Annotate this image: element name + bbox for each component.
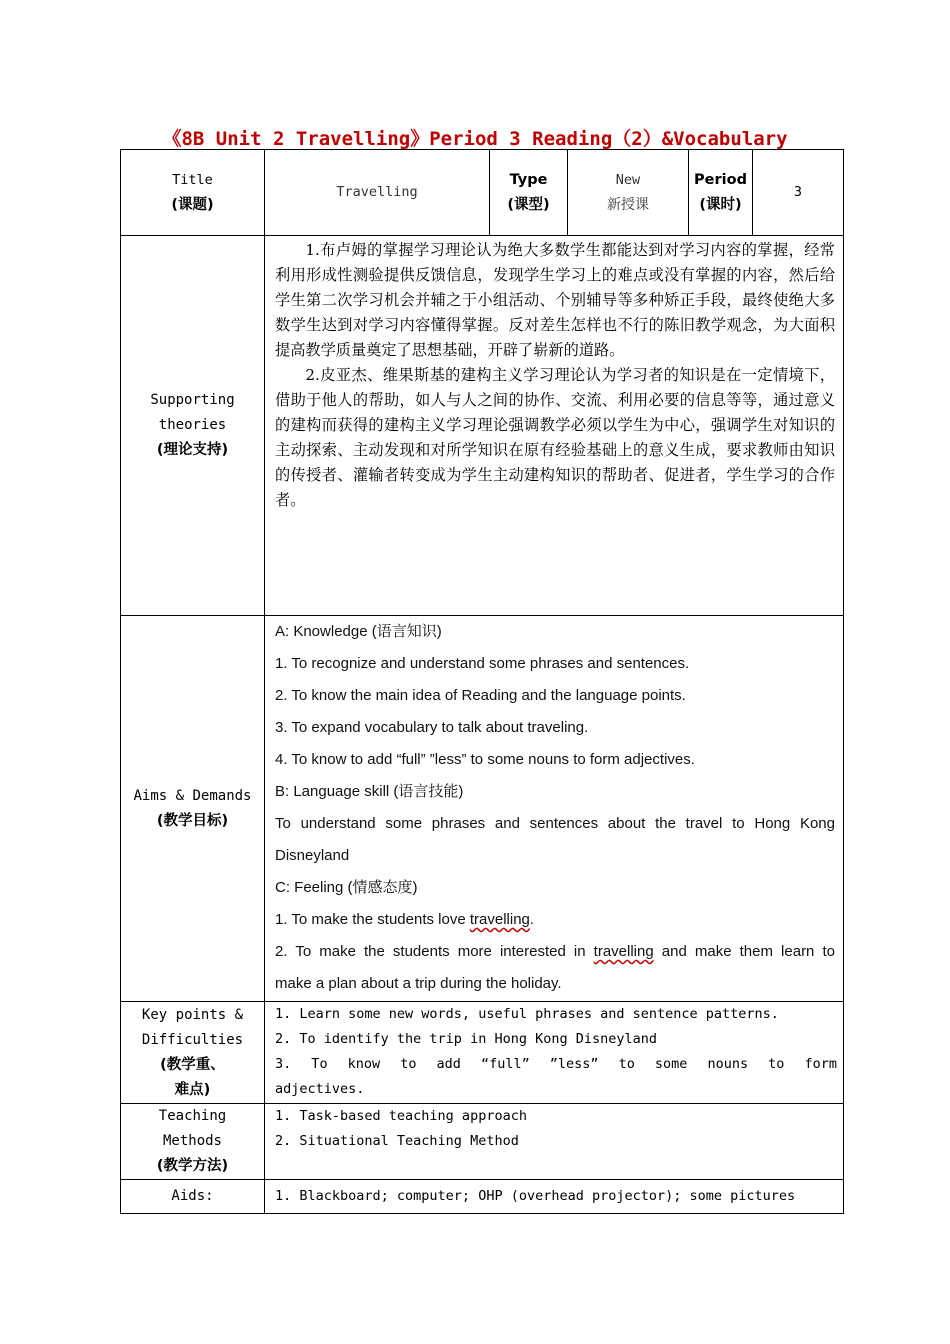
aims-content xyxy=(265,616,844,1002)
skill-line-2: Disneyland xyxy=(275,847,350,864)
period-label-cn: (课时) xyxy=(699,196,742,213)
knowledge-heading: A: Knowledge (语言知识) xyxy=(275,623,442,640)
methods-label-cn: (教学方法) xyxy=(156,1158,229,1174)
keypoints-item-1: 1. Learn some new words, useful phrases and sentence patterns. xyxy=(275,1006,779,1022)
supporting-label-cn: (理论支持) xyxy=(156,442,229,458)
title-label-cn: (课题) xyxy=(171,196,214,213)
period-label: Period xyxy=(694,171,747,188)
keypoints-content xyxy=(265,1002,844,1104)
knowledge-item-1: 1. To recognize and understand some phrases and sentences. xyxy=(275,655,690,672)
skill-heading: B: Language skill (语言技能) xyxy=(275,783,464,800)
keypoints-item-3: 3. To know to add “full” ”less” to some nouns to form xyxy=(275,1056,837,1072)
aims-label: Aims & Demands xyxy=(133,787,252,804)
keypoints-label-cell xyxy=(121,1002,265,1104)
aids-label: Aids: xyxy=(121,1180,265,1214)
type-label: Type xyxy=(509,171,548,188)
skill-line-1: To understand some phrases and sentences about the travel to Hong Kong xyxy=(275,815,835,832)
title-value: Travelling xyxy=(265,150,490,236)
knowledge-item-2: 2. To know the main idea of Reading and the language points. xyxy=(275,687,686,704)
page-title: 《8B Unit 2 Travelling》Period 3 Reading（2）&Vocabulary xyxy=(162,128,788,150)
supporting-label-2: theories xyxy=(158,417,227,433)
aims-label-cell xyxy=(121,616,265,1002)
header-row xyxy=(121,150,844,236)
supporting-content xyxy=(265,236,844,616)
knowledge-item-3: 3. To expand vocabulary to talk about traveling. xyxy=(275,719,589,736)
keypoints-label-cn-2: 难点) xyxy=(174,1081,211,1098)
keypoints-item-2: 2. To identify the trip in Hong Kong Disneyland xyxy=(275,1031,658,1047)
methods-content xyxy=(265,1104,844,1180)
keypoints-label-1: Key points & xyxy=(141,1006,244,1023)
period-value: 3 xyxy=(753,150,844,236)
lesson-plan-table xyxy=(120,149,844,1214)
keypoints-label-cn-1: (教学重、 xyxy=(160,1056,225,1073)
aids-row xyxy=(121,1180,844,1214)
supporting-para-2: 2.皮亚杰、维果斯基的建构主义学习理论认为学习者的知识是在一定情境下，借助于他人的帮助，如人与人之间的协作、交流、利用必要的信息等等，通过意义的建构而获得的建构主义学习理论强调教学必须以学生为中心，强调学生对知识的主动探索、主动发现和对所学知识在原有经验基础上的意义生成，要求教师由知识的传授者、灌输者转变成为学生主动建构知识的帮助者、促进者，学生学习的合作者。 xyxy=(275,366,835,509)
keypoints-item-3-line-2: adjectives. xyxy=(275,1081,365,1097)
type-value-cell xyxy=(568,150,689,236)
methods-label-1: Teaching xyxy=(158,1108,227,1124)
methods-item-1: 1. Task-based teaching approach xyxy=(275,1108,527,1124)
feeling-item-1: 1. To make the students love travelling. xyxy=(275,911,535,928)
supporting-label-cell xyxy=(121,236,265,616)
title-label: Title xyxy=(172,171,213,188)
methods-label-2: Methods xyxy=(162,1133,222,1149)
feeling-item-2: 2. To make the students more interested in travelling and make them learn to xyxy=(275,943,835,960)
type-value-cn: 新授课 xyxy=(607,196,649,213)
type-value: New xyxy=(615,171,641,188)
feeling-item-2-word: travelling xyxy=(593,943,654,960)
knowledge-item-4: 4. To know to add “full” ”less” to some nouns to form adjectives. xyxy=(275,751,695,768)
period-label-cell xyxy=(689,150,753,236)
type-label-cell xyxy=(490,150,568,236)
keypoints-label-2: Difficulties xyxy=(141,1031,244,1048)
feeling-item-1-word: travelling xyxy=(469,911,530,928)
keypoints-row xyxy=(121,1002,844,1104)
methods-label-cell xyxy=(121,1104,265,1180)
aims-row xyxy=(121,616,844,1002)
supporting-label-1: Supporting xyxy=(150,392,235,408)
type-label-cn: (课型) xyxy=(507,196,550,213)
feeling-item-2-line-2: make a plan about a trip during the holiday. xyxy=(275,975,562,992)
aims-label-cn: (教学目标) xyxy=(156,812,229,829)
supporting-para-1: 1.布卢姆的掌握学习理论认为绝大多数学生都能达到对学习内容的掌握，经常利用形成性测验提供反馈信息，发现学生学习上的难点或没有掌握的内容，然后给学生第二次学习机会并辅之于小组活动、个别辅导等多种矫正手段，最终使绝大多数学生达到对学习内容懂得掌握。反对差生怎样也不行的陈旧教学观念，为大面积提高教学质量奠定了思想基础，开辟了崭新的道路。 xyxy=(275,241,835,359)
feeling-heading: C: Feeling (情感态度) xyxy=(275,879,418,896)
methods-row xyxy=(121,1104,844,1180)
methods-item-2: 2. Situational Teaching Method xyxy=(275,1133,519,1149)
aids-item-1: 1. Blackboard; computer; OHP (overhead projector); some pictures xyxy=(265,1180,844,1214)
title-label-cell xyxy=(121,150,265,236)
supporting-row xyxy=(121,236,844,616)
